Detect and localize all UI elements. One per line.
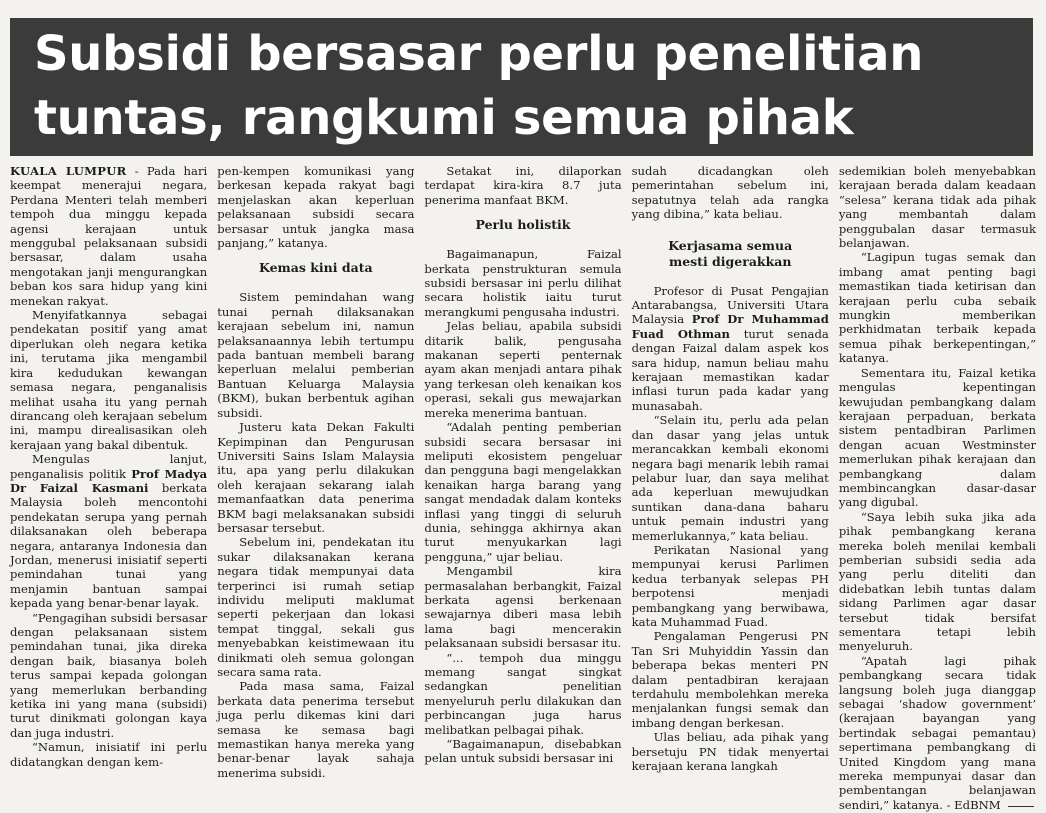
subheading: Kerjasama semua mesti digerakkan bbox=[668, 237, 793, 269]
paragraph: Sistem pemindahan wang tunai pernah dilaksanakan kerajaan sebelum ini, namun pelaksanaannya lebih tertumpu pada bantuan membeli barang keperluan melalui pemberian Bantuan Keluarga Malaysia (BKM), bukan berbentuk agihan subsidi. bbox=[217, 290, 415, 420]
paragraph: “Apatah lagi pihak pembangkang secara tidak langsung boleh juga dianggap sebagai ‘shadow government’ (kerajaan bayangan yang bertindak sebagai pemantau) sepertimana pembangkang di United Kingdom yang mana mereka mempunyai dasar dan pembentangan belanjawan sendiri,” katanya. - EdBNM bbox=[838, 653, 1037, 812]
column-1 bbox=[10, 164, 207, 804]
paragraph: KUALA LUMPUR - Pada hari keempat menerajui negara, Perdana Menteri telah memberi tempoh dua minggu kepada agensi kerajaan untuk menggubal pelaksanaan subsidi bersasar, dalam usaha mengotakan janji mengurangkan beban kos sara hidup yang kini menekan rakyat. bbox=[10, 164, 208, 308]
paragraph: Setakat ini, dilaporkan terdapat kira-kira 8.7 juta penerima manfaat BKM. bbox=[424, 164, 622, 207]
paragraph: Bagaimanapun, Faizal berkata penstrukturan semula subsidi bersasar ini perlu dilihat secara holistik iaitu turut merangkumi pengusaha industri. bbox=[424, 247, 622, 319]
subheading: Perlu holistik bbox=[475, 217, 571, 233]
paragraph: Pengalaman Pengerusi PN Tan Sri Muhyiddin Yassin dan beberapa bekas menteri PN dalam pentadbiran kerajaan terdahulu membolehkan mereka menjalankan fungsi semak dan imbang dengan berkesan. bbox=[631, 629, 829, 730]
paragraph: Pada masa sama, Faizal berkata data penerima tersebut juga perlu dikemas kini dari semasa ke semasa bagi memastikan hanya mereka yang benar-benar layak sahaja menerima subsidi. bbox=[217, 679, 415, 780]
paragraph: Sebelum ini, pendekatan itu sukar dilaksanakan kerana negara tidak mempunyai data terperinci isi rumah setiap individu meliputi maklumat seperti pekerjaan dan lokasi tempat tinggal, sekali gus menyebabkan keistimewaan itu dinikmati oleh semua golongan secara sama rata. bbox=[217, 535, 415, 679]
end-rule bbox=[1008, 806, 1034, 807]
paragraph: sedemikian boleh menyebabkan kerajaan berada dalam keadaan “selesa” kerana tidak ada pihak yang membantah dalam penggubalan dasar termasuk belanjawan. bbox=[838, 164, 1037, 251]
paragraph: “... tempoh dua minggu memang sangat singkat sedangkan penelitian menyeluruh perlu dilakukan dan perbincangan juga harus melibatkan pelbagai pihak. bbox=[424, 650, 622, 737]
paragraph: Sementara itu, Faizal ketika mengulas kepentingan kewujudan pembangkang dalam kerajaan perpaduan, berkata sistem pentadbiran Parlimen dengan acuan Westminster memerlukan pihak kerajaan dan pembangkang dalam membincangkan dasar-dasar yang digubal. bbox=[838, 365, 1037, 510]
column-2 bbox=[217, 164, 414, 804]
paragraph: sudah dicadangkan oleh pemerintahan sebelum ini, sepatutnya telah ada rangka yang dibina,” kata beliau. bbox=[631, 164, 829, 222]
paragraph: Mengambil kira permasalahan berbangkit, Faizal berkata agensi berkenaan sewajarnya diberi masa lebih lama bagi mencerakin pelaksanaan subsidi bersasar itu. bbox=[424, 564, 622, 651]
paragraph: Menyifatkannya sebagai pendekatan positif yang amat diperlukan oleh negara ketika ini, terutama jika mengambil kira kedudukan kewangan semasa negara, penganalisis melihat usaha itu yang pernah dirancang oleh kerajaan sebelum ini, mampu direalisasikan oleh kerajaan yang bakal dibentuk. bbox=[10, 308, 208, 452]
paragraph: Perikatan Nasional yang mempunyai kerusi Parlimen kedua terbanyak selepas PH berpotensi menjadi pembangkang yang berwibawa, kata Muhammad Fuad. bbox=[631, 542, 829, 629]
column-5 bbox=[838, 164, 1037, 812]
column-3 bbox=[424, 164, 621, 804]
expert-name: Prof Madya Dr Faizal Kasmani bbox=[10, 466, 208, 495]
headline-banner bbox=[10, 18, 1033, 156]
paragraph: pen-kempen komunikasi yang berkesan kepada rakyat bagi menjelaskan akan keperluan pelaksanaan subsidi secara bersasar untuk jangka masa panjang,” katanya. bbox=[217, 164, 415, 251]
paragraph: “Namun, inisiatif ini perlu didatangkan dengan kem- bbox=[10, 740, 208, 769]
paragraph: “Saya lebih suka jika ada pihak pembangkang kerana mereka boleh menilai kembali pemberian subsidi sedia ada yang perlu diteliti dan didebatkan lebih tuntas dalam sidang Parlimen agar dasar tersebut tidak bersifat sementara tetapi lebih menyeluruh. bbox=[838, 509, 1037, 654]
column-4 bbox=[632, 164, 829, 804]
headline bbox=[34, 22, 1015, 150]
headline-line-1: Subsidi bersasar perlu penelitian bbox=[34, 26, 924, 82]
paragraph: Ulas beliau, ada pihak yang bersetuju PN tidak menyertai kerajaan kerana langkah bbox=[631, 730, 829, 774]
paragraph: “Lagipun tugas semak dan imbang amat penting bagi memastikan tiada ketirisan dan kerajaan perlu cuba sebaik mungkin memberikan perkhidmatan terbaik kepada semua pihak berkepentingan,” katanya. bbox=[838, 250, 1037, 366]
paragraph: “Adalah penting pemberian subsidi secara bersasar ini meliputi ekosistem pengeluar dan pengguna bagi mengelakkan kenaikan harga barang yang sangat mendadak dalam konteks inflasi yang tinggi di seluruh dunia, sehingga akhirnya akan turut menyukarkan lagi pengguna,” ujar beliau. bbox=[424, 420, 622, 564]
expert-name: Prof Dr Muhammad Fuad Othman bbox=[631, 312, 829, 341]
headline-line-2: tuntas, rangkumi semua pihak bbox=[34, 90, 854, 146]
paragraph: Jelas beliau, apabila subsidi ditarik balik, pengusaha makanan seperti penternak ayam akan menjadi antara pihak yang terkesan oleh kenaikan kos operasi, sekali gus mewajarkan mereka menerima bantuan. bbox=[424, 319, 622, 420]
subheading: Kemas kini data bbox=[259, 260, 373, 276]
paragraph: Profesor di Pusat Pengajian Antarabangsa, Universiti Utara Malaysia Prof Dr Muhammad Fuad Othman turut senada dengan Faizal dalam aspek kos sara hidup, namun beliau mahu kerajaan memastikan kadar inflasi turun pada kadar yang munasabah. bbox=[631, 283, 829, 413]
paragraph: “Bagaimanapun, disebabkan pelan untuk subsidi bersasar ini bbox=[424, 737, 622, 766]
dateline: KUALA LUMPUR bbox=[10, 164, 127, 178]
article-body bbox=[10, 164, 1037, 812]
paragraph: “Selain itu, perlu ada pelan dan dasar yang jelas untuk merancakkan kembali ekonomi negara bagi menarik lebih ramai pelabur luar, dan saya melihat ada keperluan mewujudkan suntikan dana-dana baharu untuk pemain industri yang memerlukannya,” kata beliau. bbox=[631, 413, 829, 543]
paragraph: Mengulas lanjut, penganalisis politik Prof Madya Dr Faizal Kasmani berkata Malaysia boleh mencontohi pendekatan serupa yang pernah dilaksanakan oleh beberapa negara, antaranya Indonesia dan Jordan, menerusi inisiatif seperti pemindahan tunai yang menjamin bantuan sampai kepada yang benar-benar layak. bbox=[10, 452, 208, 611]
paragraph: “Pengagihan subsidi bersasar dengan pelaksanaan sistem pemindahan tunai, jika direka dengan baik, biasanya boleh terus sampai kepada golongan yang memerlukan berbanding ketika ini yang mana (subsidi) turut dinikmati golongan kaya dan juga industri. bbox=[10, 610, 208, 740]
paragraph: Justeru kata Dekan Fakulti Kepimpinan dan Pengurusan Universiti Sains Islam Malaysia itu, apa yang perlu dilakukan oleh kerajaan sekarang ialah memanfaatkan data penerima BKM bagi melaksanakan subsidi bersasar tersebut. bbox=[217, 420, 415, 535]
